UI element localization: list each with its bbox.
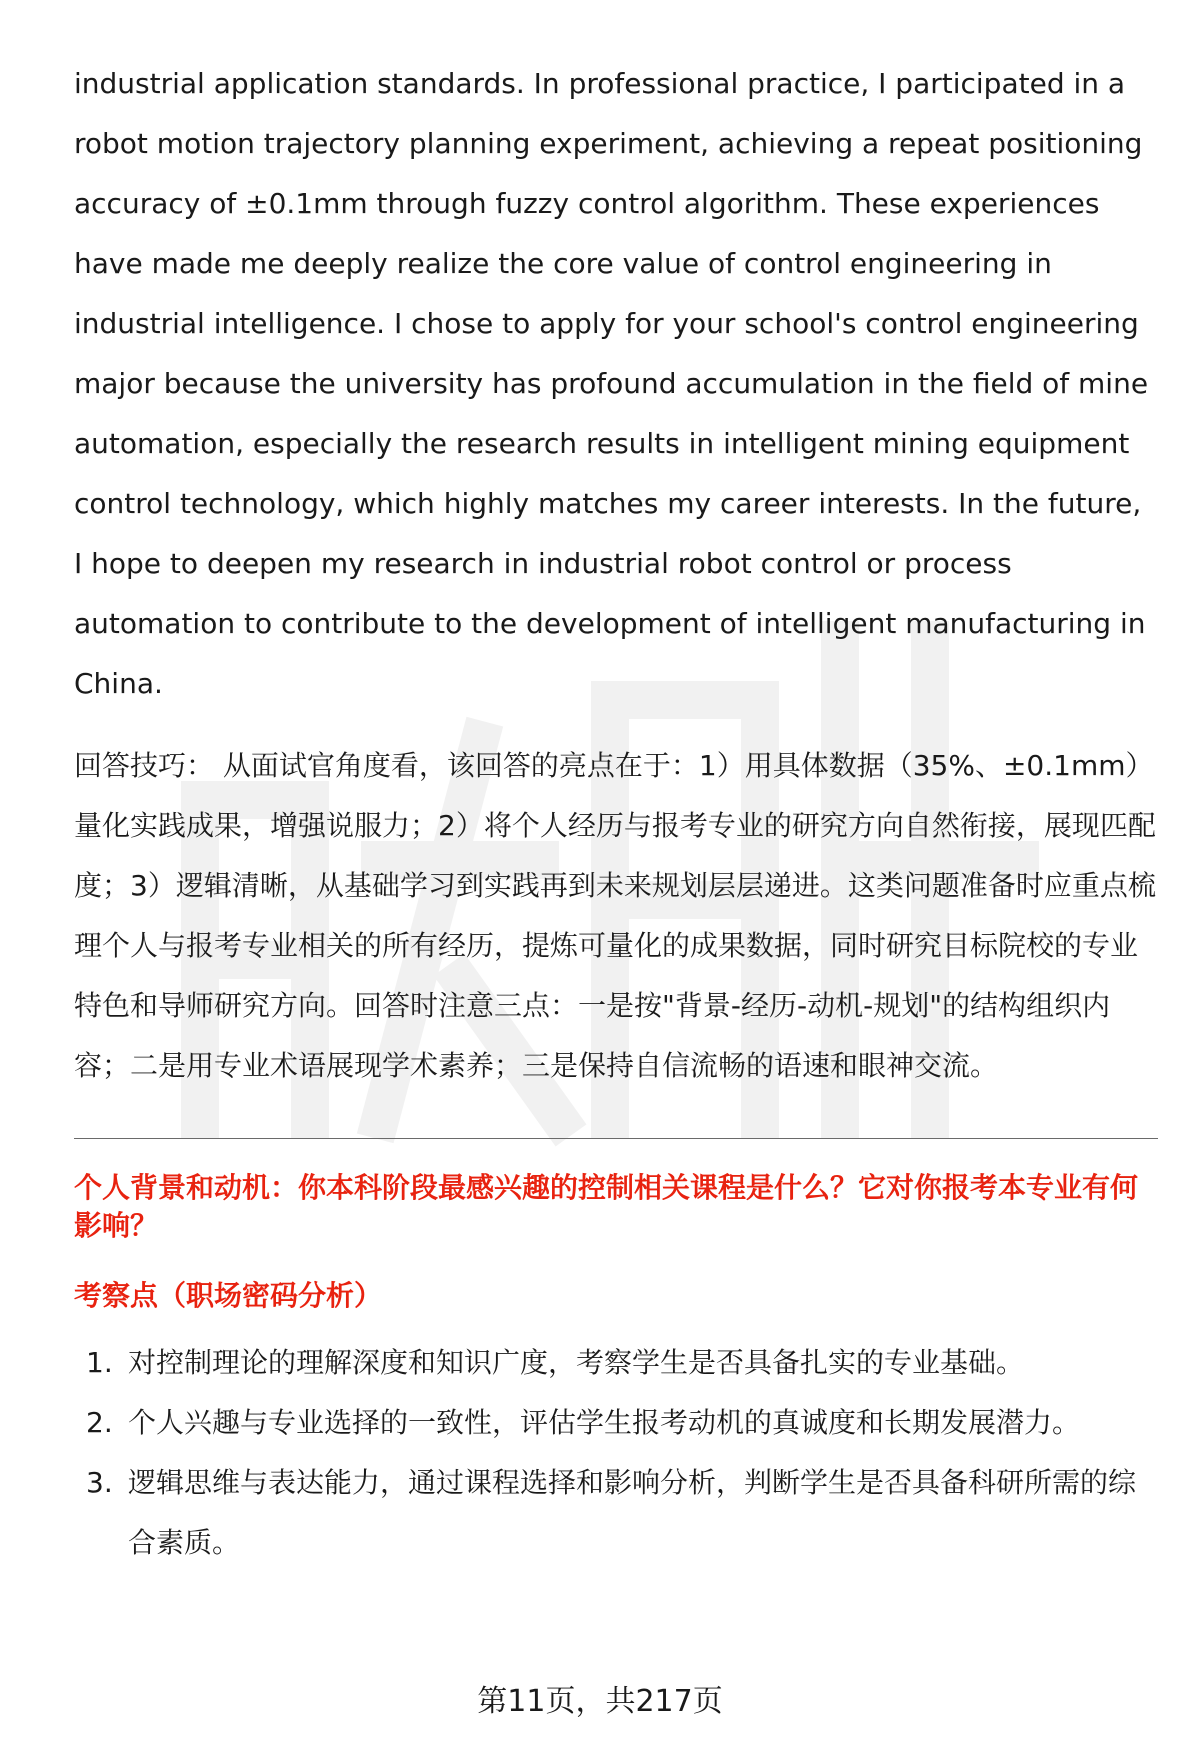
- assessment-points-list: [74, 1333, 1158, 1573]
- assessment-points-heading: 考察点（职场密码分析）: [74, 1279, 383, 1312]
- page-number-footer: 第11页，共217页: [477, 1684, 723, 1719]
- list-item-text: 个人兴趣与专业选择的一致性，评估学生报考动机的真诚度和长期发展潜力。: [128, 1406, 1081, 1439]
- question-title: 个人背景和动机：你本科阶段最感兴趣的控制相关课程是什么？它对你报考本专业有何影响？: [74, 1171, 1139, 1242]
- list-item: [74, 1393, 1158, 1453]
- list-item-number: 3.: [86, 1466, 113, 1499]
- answer-tips-paragraph: 回答技巧： 从面试官角度看，该回答的亮点在于：1）用具体数据（35%、±0.1mm）量化实践成果，增强说服力；2）将个人经历与报考专业的研究方向自然衔接，展现匹配度；3）逻辑清晰，从基础学习到实践再到未来规划层层递进。这类问题准备时应重点梳理个人与报考专业相关的所有经历，提炼可量化的成果数据，同时研究目标院校的专业特色和导师研究方向。回答时注意三点：一是按"背景-经历-动机-规划"的结构组织内容；二是用专业术语展现学术素养；三是保持自信流畅的语速和眼神交流。: [74, 749, 1156, 1082]
- list-item-text: 对控制理论的理解深度和知识广度，考察学生是否具备扎实的专业基础。: [128, 1346, 1025, 1379]
- list-item: [74, 1453, 1158, 1573]
- list-item-text: 逻辑思维与表达能力，通过课程选择和影响分析，判断学生是否具备科研所需的综合素质。: [128, 1466, 1137, 1559]
- list-item-number: 1.: [86, 1346, 113, 1379]
- section-divider: [74, 1138, 1158, 1139]
- list-item: [74, 1333, 1158, 1393]
- list-item-number: 2.: [86, 1406, 113, 1439]
- document-page: [74, 54, 1158, 1573]
- body-paragraph-en: industrial application standards. In professional practice, I participated in a robot motion trajectory planning experiment, achieving a repeat positioning accuracy of ±0.1mm through fuzzy control algorithm. These experiences have made me deeply realize the core value of control engineering in industrial intelligence. I chose to apply for your school's control engineering major because the university has profound accumulation in the field of mine automation, especially the research results in intelligent mining equipment control technology, which highly matches my career interests. In the future, I hope to deepen my research in industrial robot control or process automation to contribute to the development of intelligent manufacturing in China.: [74, 67, 1149, 700]
- answer-tips-block: [74, 736, 1158, 1096]
